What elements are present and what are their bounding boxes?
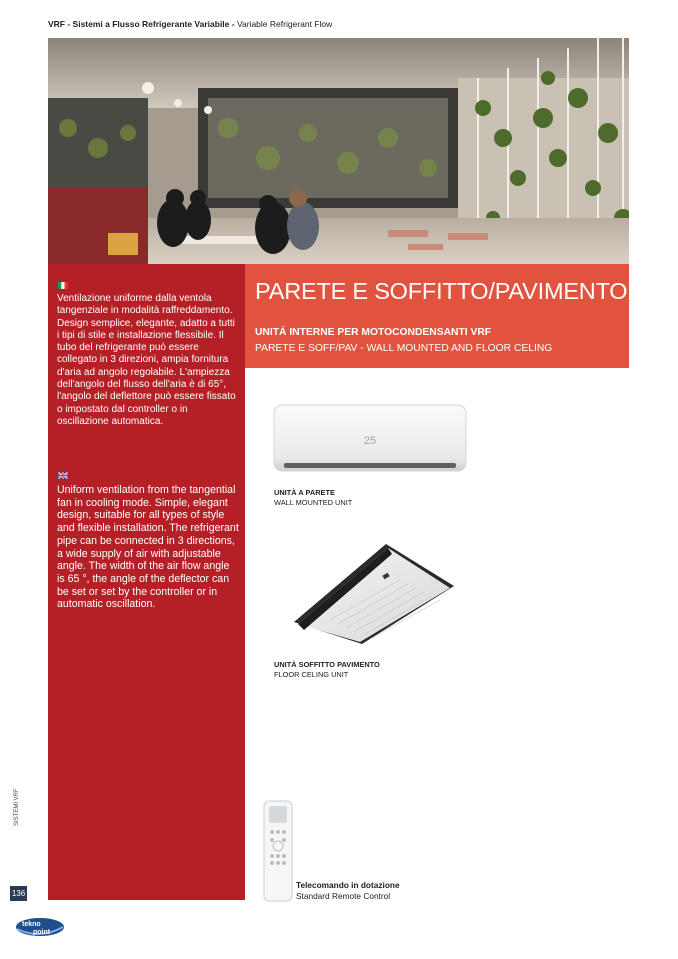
title-box — [245, 264, 629, 368]
ceiling-floor-unit-image — [290, 540, 458, 648]
italian-flag-icon — [58, 282, 68, 289]
page-header — [48, 19, 332, 29]
svg-text:point: point — [33, 929, 51, 936]
remote-control-label: Telecomando in dotazione Standard Remote Control — [296, 880, 400, 901]
ceiling-floor-unit-label: UNITÀ SOFFITTO PAVIMENTO FLOOR CELING UNIT — [274, 660, 380, 679]
svg-text:tekno: tekno — [22, 921, 41, 928]
office-photo — [48, 38, 629, 264]
header-normal: Variable Refrigerant Flow — [236, 19, 333, 29]
description-italian: Ventilazione uniforme dalla ventola tangenziale in modalità raffreddamento. Design semplice, elegante, adatto a tutti i tipi di stile e installazione flessibile. Il tubo del refrigerante può essere collegato in 3 direzioni, ampia fornitura d'aria ad angolo regolabile. L'ampiezza dell'angolo del flusso dell'aria è di 65°, l'angolo del deflettore può essere fissato o impostato dal controller o in oscillazione automatica. — [57, 293, 236, 427]
description-english: Uniform ventilation from the tangential fan in cooling mode. Simple, elegant design, suitable for all types of style and flexible installation. The refrigerant pipe can be connected in 3 directions, a wide supply of air with adjustable angle. The width of the air flow angle is 65 °, the angle of the deflector can be set or set by the controller or in automatic oscillation. — [57, 484, 239, 611]
wall-unit-label: UNITÀ A PARETE WALL MOUNTED UNIT — [274, 488, 353, 507]
uk-flag-icon — [58, 472, 68, 479]
subtitle-italian: UNITÁ INTERNE PER MOTOCONDENSANTI VRF — [255, 327, 492, 338]
svg-text:25: 25 — [363, 435, 377, 447]
teknopoint-logo — [15, 916, 65, 938]
header-bold: VRF - Sistemi a Flusso Refrigerante Variabile - — [48, 19, 235, 29]
remote-control-image — [263, 800, 293, 902]
page-title: PARETE E SOFFITTO/PAVIMENTO — [255, 278, 628, 304]
side-section-label: SISTEMI VRF — [14, 788, 20, 826]
subtitle-english: PARETE E SOFF/PAV - WALL MOUNTED AND FLOOR CELING — [255, 343, 553, 354]
wall-unit-image — [272, 403, 468, 475]
page-number: 136 — [10, 886, 27, 901]
